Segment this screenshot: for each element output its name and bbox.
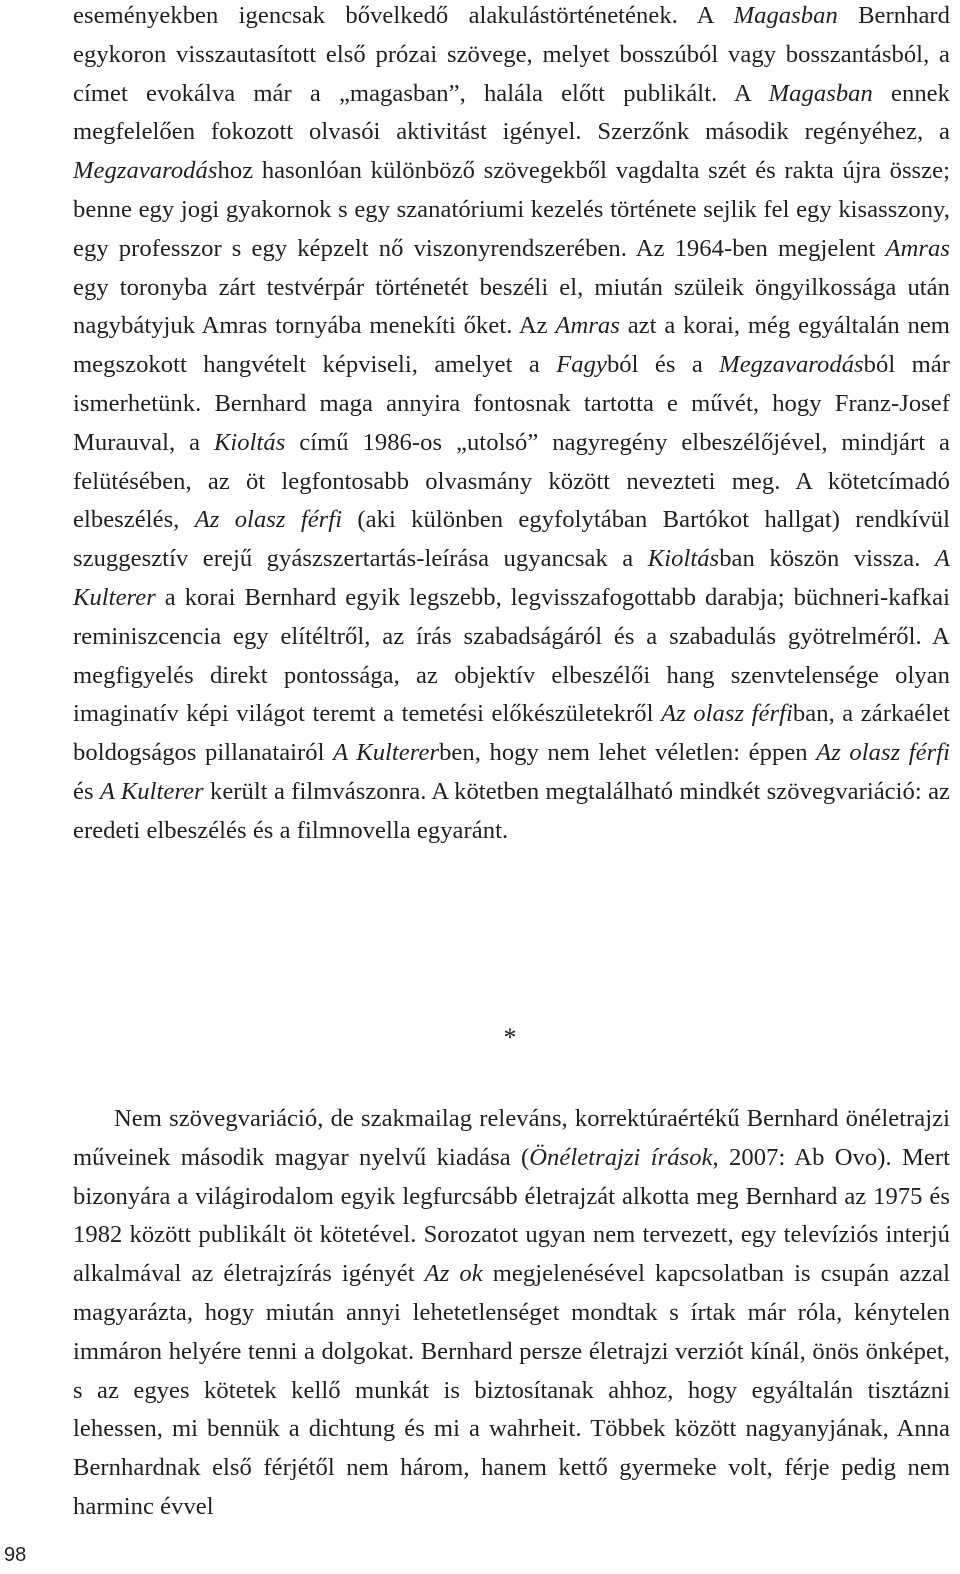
italic-title: Kioltás	[647, 545, 720, 573]
text-run: és	[73, 777, 100, 805]
text-run: Bernhard egykoron visszautasított első prózai szövege, melyet bosszúból vagy bosszantásból, a címet evokálva már a „magasban”, halála előtt publikált. A	[73, 2, 951, 107]
text-run: a korai Bernhard egyik legszebb, legvisszafogottabb darabja; büchneri-kafkai reminiszcencia egy elítéltről, az írás szabadságáról és a szabadulás gyötrelméről. A megfigyelés direkt pontossága, az objektív elbeszélői hang szenvtelensége olyan imaginatív képi világot teremt a temetési előkészületekről	[73, 583, 950, 728]
text-run: ban, a zárkaélet boldogságos pillanatairól	[73, 700, 950, 767]
text-run: egy toronyba zárt testvérpár történetét beszéli el, miután szüleik öngyilkossága után nagybátyjuk Amras tornyába menekíti őket. Az	[73, 273, 950, 340]
text-run: (aki különben egyfolytában Bartókot hallgat) rendkívül szuggesztív erejű gyászszertartás-leírása ugyancsak a	[73, 506, 950, 573]
italic-title: Az olasz férfi	[194, 506, 343, 534]
text-run: ennek megfelelően fokozott olvasói aktivitást igényel. Szerzőnk második regényéhez, a	[73, 79, 950, 146]
italic-title: Amras	[555, 312, 620, 340]
body-text-upper	[73, 0, 950, 851]
italic-title: Amras	[885, 234, 950, 262]
italic-title: A Kulterer	[73, 545, 950, 611]
text-run: került a filmvászonra. A kötetben megtalálható mindkét szövegvariáció: az eredeti elbeszélés és a filmnovella egyaránt.	[73, 777, 950, 844]
italic-title: Az olasz férfi	[816, 739, 950, 767]
page-number: 98	[4, 1544, 27, 1566]
text-run: ból már ismerhetünk. Bernhard maga annyira fontosnak tartotta e művét, hogy Franz-Josef Murauval, a	[73, 351, 950, 456]
italic-title: Megzavarodás	[719, 351, 864, 379]
paragraph	[73, 0, 950, 851]
italic-title: Az olasz férfi	[661, 700, 793, 728]
text-run: ban köszön vissza.	[719, 545, 935, 573]
italic-title: A Kulterer	[99, 777, 204, 805]
text-run: című 1986-os „utolsó” nagyregény elbeszélőjével, mindjárt a felütésében, az öt legfontosabb olvasmány között nevezteti meg. A kötetcímadó elbeszélés,	[73, 428, 950, 534]
section-separator: *	[503, 1023, 517, 1052]
body-text-lower	[73, 1100, 950, 1527]
text-run: hoz hasonlóan különböző szövegekből vagdalta szét és rakta újra össze; benne egy jogi gyakornok s egy szanatóriumi kezelés története sejlik fel egy kisasszony, egy professzor s egy képzelt nő viszonyrendszerében. Az 1964-ben megjelent	[73, 157, 950, 262]
text-run: megjelenésével kapcsolatban is csupán azzal magyarázta, hogy miután annyi lehetetlenséget mondtak s írtak már róla, kénytelen immáron helyére tenni a dolgokat. Bernhard persze életrajzi verziót kínál, önös önképet, s az egyes kötetek kellő munkát is biztosítanak ahhoz, hogy egyáltalán tisztázni lehessen, mi bennük a dichtung és mi a wahrheit. Többek között nagyanyjának, Anna Bernhardnak első férjétől nem három, hanem kettő gyermeke volt, férje pedig nem harminc évvel	[73, 1260, 950, 1520]
italic-title: Az ok	[424, 1260, 483, 1288]
text-run: ból és a	[606, 351, 720, 379]
italic-title: Fagy	[556, 351, 607, 379]
text-run: Nem szövegvariáció, de szakmailag releváns, korrektúraértékű Bernhard önéletrajzi műveinek második magyar nyelvű kiadása (	[73, 1105, 950, 1171]
italic-title: Önéletrajzi írások	[529, 1143, 713, 1171]
text-run: eseményekben igencsak bővelkedő alakulástörténetének. A	[73, 2, 734, 29]
paragraph	[73, 1100, 950, 1527]
italic-title: A Kulterer	[333, 739, 440, 767]
text-run: ben, hogy nem lehet véletlen: éppen	[439, 739, 817, 767]
italic-title: Magasban	[733, 2, 838, 29]
italic-title: Magasban	[768, 79, 873, 107]
text-run: , 2007: Ab Ovo). Mert bizonyára a világirodalom egyik legfurcsább életrajzát alkotta meg Bernhard az 1975 és 1982 között publikált öt kötetével. Sorozatot ugyan nem tervezett, egy televíziós interjú alkalmával az életrajzírás igényét	[73, 1143, 950, 1288]
text-run: azt a korai, még egyáltalán nem megszokott hangvételt képviseli, amelyet a	[73, 312, 950, 379]
italic-title: Megzavarodás	[73, 157, 218, 185]
italic-title: Kioltás	[213, 428, 286, 456]
